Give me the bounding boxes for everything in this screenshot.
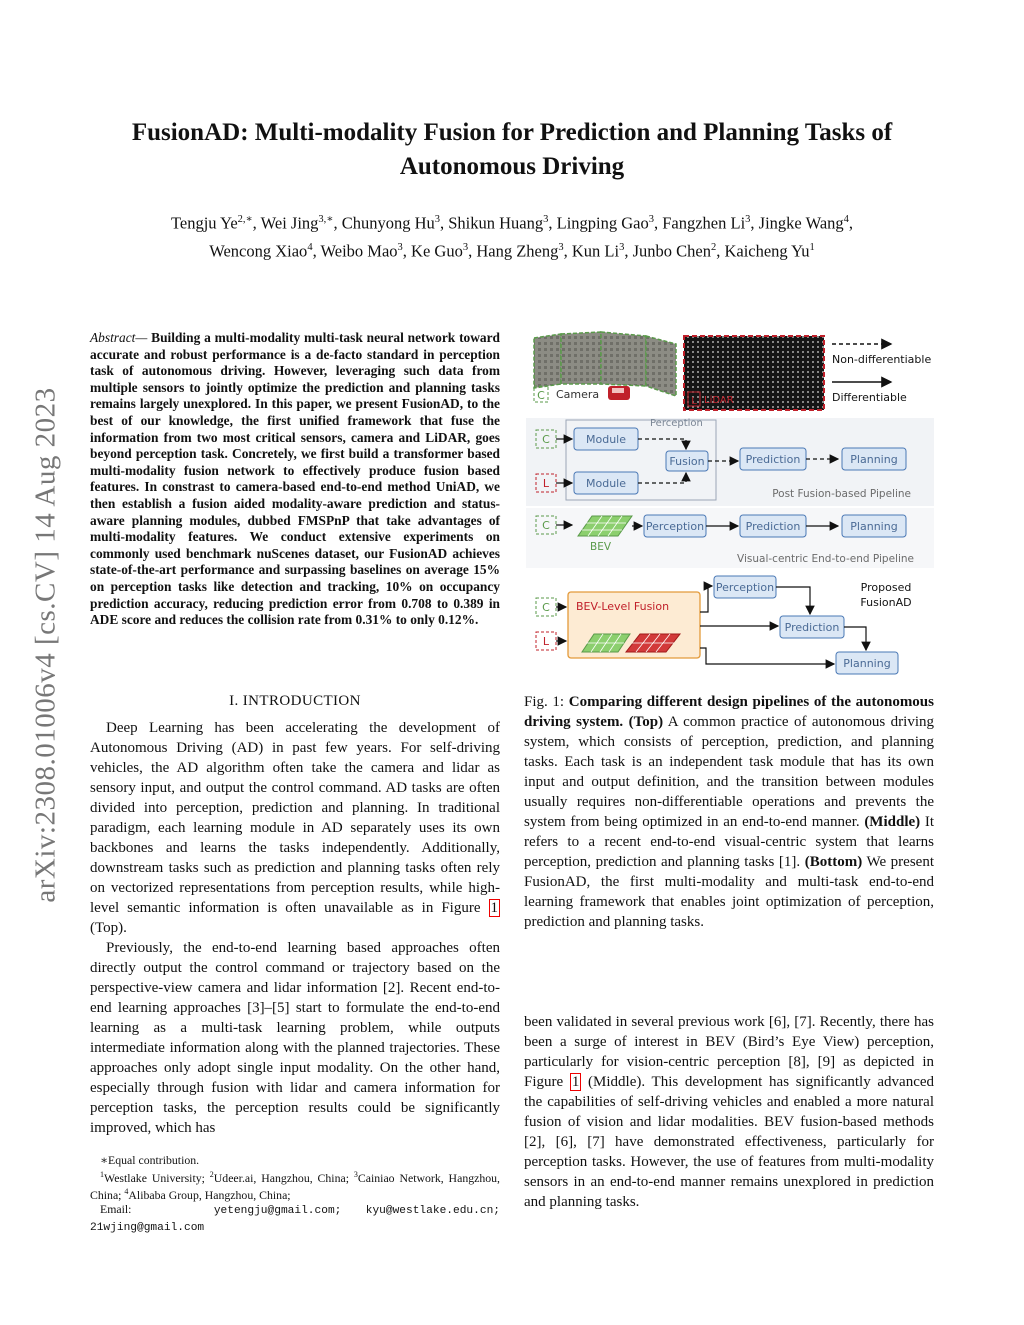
- c-input-label-bottom: C: [542, 601, 550, 614]
- proposed-label-1: Proposed: [860, 581, 912, 594]
- camera-c-label: C: [537, 389, 545, 402]
- title-line-1: FusionAD: Multi-modality Fusion for Prediction and Planning Tasks of: [131, 119, 893, 146]
- affil-mark: 3: [745, 214, 751, 225]
- footnote-affiliations: [90, 1168, 500, 1203]
- affil-mark: 2: [209, 1169, 214, 1179]
- author: Kaicheng Yu: [724, 241, 810, 260]
- l-input-label-bottom: L: [542, 635, 550, 648]
- module-camera-label: Module: [586, 433, 626, 446]
- prediction-label-middle: Prediction: [745, 520, 801, 533]
- figure-1-pipeline-diagram: [526, 330, 936, 682]
- c-input-label-middle: C: [542, 519, 550, 532]
- bev-label: BEV: [590, 541, 612, 553]
- arxiv-identifier: arXiv:2308.01006v4 [cs.CV] 14 Aug 2023: [29, 387, 62, 903]
- c-input-label: C: [542, 433, 550, 446]
- footnote-equal-contribution: ∗Equal contribution.: [100, 1153, 200, 1167]
- author: Wei Jing: [260, 213, 319, 233]
- l-input-label: L: [542, 477, 550, 490]
- author: Kun Li: [571, 241, 620, 260]
- affil-mark: 3: [558, 241, 564, 253]
- perception-group-label: Perception: [650, 418, 703, 429]
- paper-title: [0, 116, 1024, 184]
- author: Hang Zheng: [476, 241, 559, 260]
- affil-mark: 1: [100, 1169, 104, 1179]
- affil-mark: 3: [543, 214, 549, 225]
- figure-1-link-right[interactable]: 1: [571, 1074, 580, 1090]
- lidar-label: LiDAR: [704, 395, 734, 406]
- abstract-lead: Abstract—: [90, 330, 148, 345]
- author: Weibo Mao: [320, 241, 398, 260]
- caption-fig-number: Fig. 1:: [524, 694, 565, 710]
- right-paragraph-text: been validated in several previous work [6], [7]. Recently, there has been a surge of interest in BEV (Bird’s Eye View) perception, particularly for vision-centric perception [8], [9] as depicted in Figure: [524, 1014, 934, 1090]
- planning-label-middle: Planning: [850, 520, 898, 533]
- intro-p1-tail: (Top).: [90, 920, 127, 936]
- author-list: Tengju $Ye^{2,∗}$, Wei Jing$^{3,∗}$, Chunyong Hu$^3$, Shikun Huang$^3$, Lingping Gao$^3$, Fangzhen Li$^3$, Jingke Wang$^4$, Wencong Xiao$^4$, Weibo Mao$^3$, Ke Guo$^3$, Hang Zheng$^3$, Kun Li$^3$, Junbo Chen$^2$, Kaicheng Yu$^1$: [170, 213, 854, 260]
- car-icon: [608, 386, 630, 400]
- author: Chunyong Hu: [341, 213, 435, 233]
- abstract-text: Building a multi-modality multi-task neural network toward accurate and robust performance is a de-facto standard in perception task of autonomous driving. However, leveraging such data from multiple sensors to jointly optimize the prediction and planning tasks remains largely unexplored. In this paper, we present FusionAD, to the best of our knowledge, the first unified framework that fuse the information from two most critical sensors, camera and LiDAR, goes beyond perception task. Concretely, we first build a transformer based multi-modality fusion network to effectively produce fusion based features. In constrast to camera-based end-to-end method UniAD, we then establish a fusion aided modality-aware prediction and status-aware planning modules, dubbed FMSPnP that take advantages of multi-modality features. We conduct extensive experiments on commonly used benchmark nuScenes dataset, our FusionAD achieves state-of-the-art performance and surpassing baselines on average 15% on perception tasks like detection and tracking, 10% on occupancy prediction accuracy, reducing prediction error from 0.708 to 0.389 in ADE score and reduces the collision rate from 0.31% to only 0.12%.: [90, 330, 500, 628]
- planning-label-bottom: Planning: [843, 657, 891, 670]
- visual-centric-pipeline-label: Visual-centric End-to-end Pipeline: [737, 553, 914, 565]
- prediction-label-bottom: Prediction: [784, 621, 840, 634]
- legend-nondiff-label: Non-differentiable: [832, 353, 932, 366]
- caption-bold-title: Comparing different design pipelines of the autonomous driving system.: [524, 694, 934, 730]
- footnotes: [90, 1153, 500, 1235]
- intro-paragraph-1: [90, 718, 500, 938]
- affil-mark: 2: [710, 241, 717, 253]
- affiliation: Udeer.ai, Hangzhou, China;: [213, 1170, 354, 1185]
- fusion-label: Fusion: [669, 455, 705, 468]
- affil-mark: 4: [124, 1186, 129, 1196]
- author: Ke Guo: [411, 241, 463, 260]
- intro-p1-text: Deep Learning has been accelerating the development of Autonomous Driving (AD) in past few years. For self-driving vehicles, the AD algorithm often take the camera and lidar as sensory input, and output the control command. AD tasks are often divided into perception, prediction and planning. In traditional paradigm, each learning module in AD separately uses its own backbones and learns the tasks independently. Additionally, downstream tasks such as prediction and planning tasks often rely on vectorized representations from perception results, while high-level semantic information is often unavailable as in Figure: [90, 720, 500, 916]
- title-line-2: Autonomous Driving: [399, 153, 625, 180]
- caption-bottom-marker: (Bottom): [804, 854, 863, 870]
- affil-mark: 3: [434, 214, 440, 225]
- affil-mark: 3: [353, 1169, 358, 1179]
- module-lidar-label: Module: [586, 477, 626, 490]
- introduction-body: [90, 718, 500, 1138]
- perception-label-bottom: Perception: [715, 581, 775, 594]
- abstract: [90, 330, 500, 629]
- author: Lingping Gao: [556, 213, 649, 233]
- affil-mark: 4: [843, 214, 849, 225]
- affil-mark: 3: [462, 241, 469, 253]
- section-heading-introduction: I. INTRODUCTION: [229, 693, 361, 709]
- email-addresses[interactable]: yetengju@gmail.com; kyu@westlake.edu.cn; 21wjing@gmail.com: [90, 1205, 500, 1234]
- author: Junbo Chen: [632, 241, 711, 260]
- affil-mark: 3,∗: [318, 214, 334, 225]
- bev-level-fusion-label: BEV-Level Fusion: [576, 600, 670, 613]
- affiliation: Westlake University;: [104, 1170, 210, 1185]
- pipeline-diagram-svg: [526, 330, 936, 682]
- arxiv-sidebar: [23, 345, 69, 945]
- author: Wencong Xiao: [209, 241, 308, 260]
- prediction-label-top: Prediction: [745, 453, 801, 466]
- author: Jingke Wang: [758, 213, 844, 233]
- footnote-emails: [90, 1202, 500, 1235]
- affil-mark: 3: [397, 241, 403, 253]
- figure-1-caption: [524, 692, 934, 932]
- right-paragraph-tail: (Middle). This development has significantly advanced the capabilities of self-driving vehicles and enabled a more natural fusion of vision and lidar modalities. BEV fusion-based methods [2], [6], [7] have demonstrated effectiveness, particularly for perception tasks. However, the use of features from multi-modality sensors in an end-to-end manner remains unexplored in prediction and planning tasks.: [524, 1074, 935, 1210]
- affiliation: Cainiao Network, Hangzhou, China;: [90, 1170, 500, 1202]
- caption-top-marker: (Top): [628, 714, 664, 730]
- camera-label: Camera: [556, 388, 600, 401]
- caption-middle-marker: (Middle): [864, 814, 921, 830]
- caption-middle-text: It refers to a recent end-to-end visual-centric system that learns perception, prediction and planning tasks [1].: [524, 814, 934, 870]
- affil-mark: 4: [307, 241, 313, 253]
- post-fusion-pipeline-label: Post Fusion-based Pipeline: [772, 488, 911, 500]
- caption-bottom-text: We present FusionAD, the first multi-modality and multi-task end-to-end learning framework that enables joint optimization of perception, prediction and planning tasks.: [524, 854, 935, 930]
- legend-diff-label: Differentiable: [832, 391, 907, 404]
- right-column-body: [524, 1012, 934, 1212]
- affil-mark: 1: [809, 241, 815, 253]
- affil-mark: 2,∗: [237, 214, 253, 225]
- proposed-label-2: FusionAD: [860, 596, 912, 609]
- affil-mark: 3: [648, 214, 654, 225]
- figure-1-link[interactable]: 1: [490, 900, 498, 916]
- author: Shikun Huang: [448, 213, 544, 233]
- perception-label-middle: Perception: [645, 520, 705, 533]
- author: Tengju Ye: [170, 213, 238, 233]
- email-label: Email:: [100, 1202, 132, 1217]
- caption-top-text: A common practice of autonomous driving system, which consists of perception, prediction, and planning tasks. Each task is an independent task module that has its own input and output definition, and the transition between modules usually requires non-differentiable operations and prevents the system from being optimized in an end-to-end manner.: [524, 714, 934, 830]
- right-paragraph: [524, 1012, 934, 1212]
- lidar-l-label: L: [691, 396, 697, 407]
- affiliation: Alibaba Group, Hangzhou, China;: [128, 1187, 291, 1202]
- intro-paragraph-2: Previously, the end-to-end learning based approaches often directly output the control command or trajectory based on the perspective-view camera and lidar information [2]. Recent end-to-end learning approaches [3]–[5] start to formulate the end-to-end learning as a multi-task learning problem, while outputs intermediate information along with the planned trajectories. These approaches only adopt single input modality. On the other hand, especially through fusion with lidar and camera information for perception tasks, the perception results could be significantly improved, which has: [90, 940, 500, 1136]
- affil-mark: 3: [619, 241, 625, 253]
- camera-images: [534, 332, 676, 396]
- planning-label-top: Planning: [850, 453, 898, 466]
- author: Fangzhen Li: [662, 213, 746, 233]
